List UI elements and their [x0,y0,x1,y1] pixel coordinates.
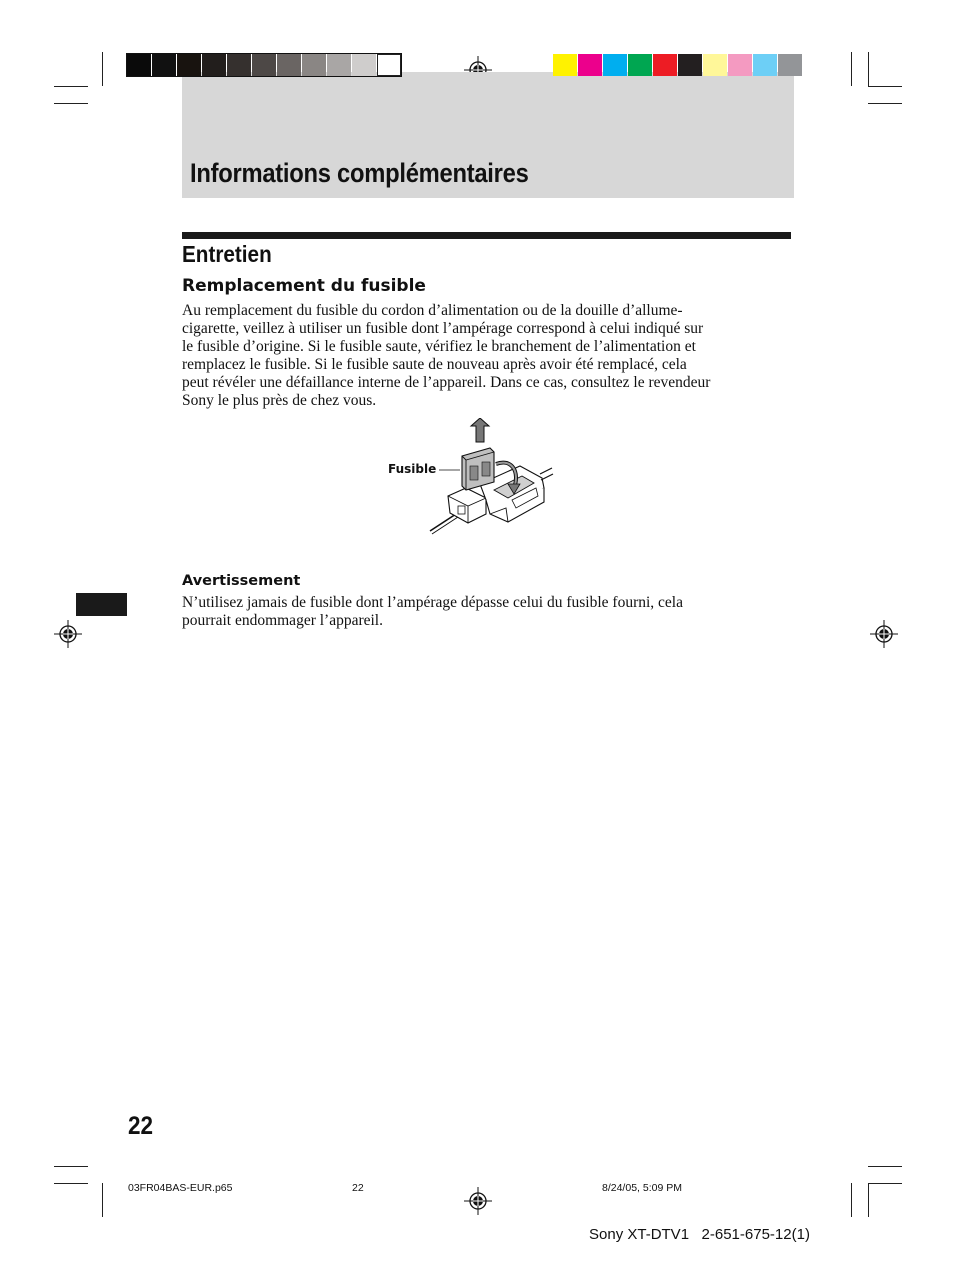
warning-line: N’utilisez jamais de fusible dont l’ampérage dépasse celui du fusible fourni, cela [182,594,683,611]
registration-target-icon [54,620,82,648]
color-swatch [753,54,777,76]
color-swatch [703,54,727,76]
warning-line: pourrait endommager l’appareil. [182,612,383,629]
chapter-tab [76,593,127,616]
file-page-number: 22 [352,1182,364,1194]
body-paragraph [182,302,794,410]
page-number: 22 [128,1112,154,1140]
fuse-replacement-illustration [420,418,555,538]
paragraph-line: Sony le plus près de chez vous. [182,392,377,409]
subheading: Remplacement du fusible [182,276,426,296]
color-swatch [553,54,577,76]
timestamp: 8/24/05, 5:09 PM [602,1182,682,1194]
paragraph-line: peut révéler une défaillance interne de l’appareil. Dans ce cas, consultez le revendeur [182,374,711,391]
color-swatch [628,54,652,76]
paragraph-line: le fusible d’origine. Si le fusible saute, vérifiez le branchement de l’alimentation et [182,338,696,355]
figure-label: Fusible [388,462,437,476]
section-title: Informations complémentaires [190,158,529,188]
paragraph-line: cigarette, veillez à utiliser un fusible dont l’ampérage correspond à celui indiqué sur [182,320,704,337]
color-swatch [603,54,627,76]
heading-rule [182,232,791,239]
gray-bar-frame [126,53,402,77]
color-swatch [653,54,677,76]
page-heading: Entretien [182,241,272,267]
file-name: 03FR04BAS-EUR.p65 [128,1182,233,1194]
warning-text [182,594,794,630]
color-swatch [678,54,702,76]
warning-title: Avertissement [182,573,301,589]
color-swatch [778,54,802,76]
paragraph-line: remplacez le fusible. Si le fusible saute de nouveau après avoir été remplacé, cela [182,356,687,373]
registration-target-icon [464,1187,492,1215]
color-swatch [578,54,602,76]
model-number: Sony XT-DTV1 2-651-675-12(1) [589,1226,810,1243]
registration-target-icon [870,620,898,648]
color-swatch [728,54,752,76]
paragraph-line: Au remplacement du fusible du cordon d’alimentation ou de la douille d’allume- [182,302,683,319]
